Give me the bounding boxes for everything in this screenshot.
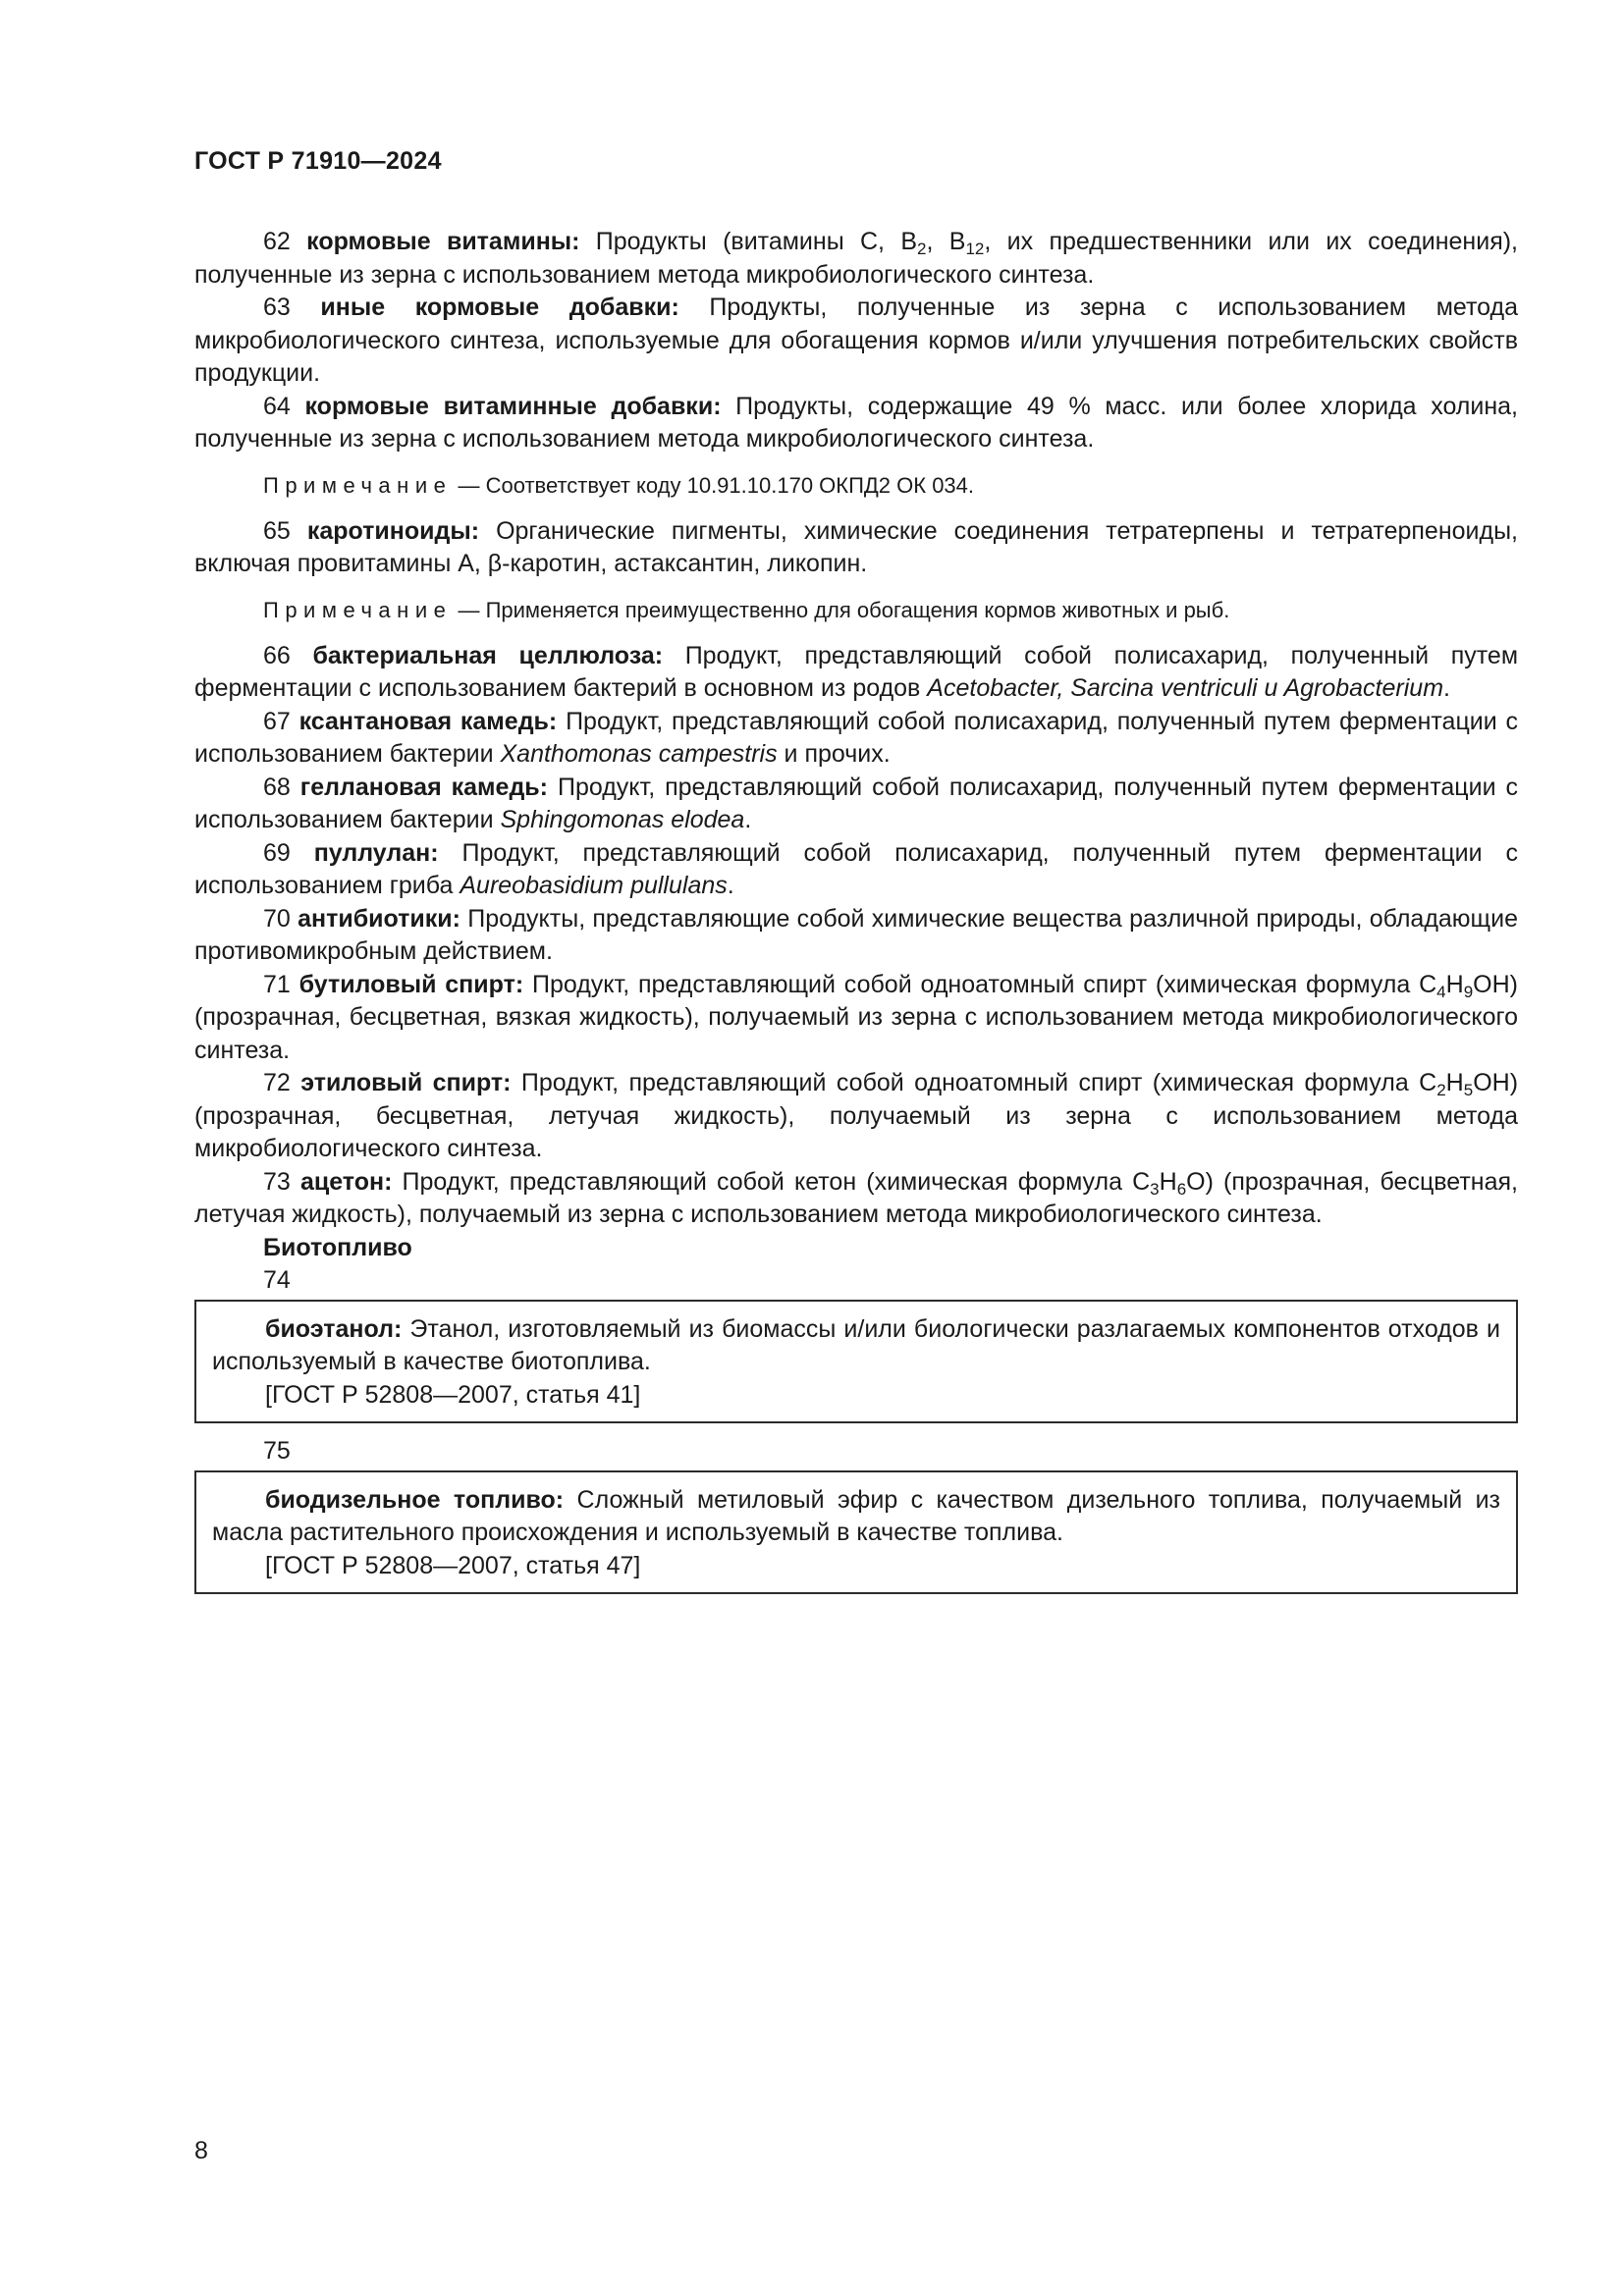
entry-text: Н — [1445, 970, 1464, 998]
entry-text: . — [1443, 674, 1450, 702]
entry-number: 62 — [263, 228, 291, 255]
source-reference: [ГОСТ Р 52808—2007, статья 47] — [265, 1551, 641, 1579]
entry-text: Продукты, представляющие собой химические вещества различной природы, обладающие противомикробным действием. — [194, 904, 1518, 965]
subscript: 4 — [1436, 982, 1446, 1001]
entry-text: Продукт, представляющий собой полисахарид, полученный путем ферментации с использованием бактерий в основном из родов — [194, 641, 1519, 702]
entry-term: антибиотики: — [298, 904, 460, 933]
species-name: Sphingomonas elodea — [500, 806, 745, 833]
note-2 — [263, 596, 1518, 625]
entry-text: Продукт, представляющий собой кетон (химическая формула С — [392, 1167, 1151, 1196]
entry-term: ацетон: — [299, 1167, 393, 1196]
entry-text: О) (прозрачная, бесцветная, летучая жидкость), получаемый из зерна с использованием метода микробиологического синтеза. — [194, 1167, 1518, 1228]
entry-text: Продукты, полученные из зерна с использованием метода микробиологического синтеза, используемые для обогащения кормов и/или улучшения потребительских свойств продукции. — [194, 294, 1518, 387]
entry-text: Н — [1159, 1167, 1177, 1196]
entry-number: 63 — [263, 294, 291, 321]
entry-number: 67 — [263, 707, 291, 735]
entry-text: Сложный метиловый эфир с качеством дизельного топлива, получаемый из масла растительного происхождения и используемый в качестве топлива. — [212, 1485, 1500, 1546]
entry-number: 70 — [263, 904, 291, 933]
note-label: Примечание — [263, 597, 453, 622]
entry-74-number: 74 — [263, 1266, 291, 1294]
entry-number: 69 — [263, 838, 291, 867]
entry-text: Этанол, изготовляемый из биомассы и/или биологически разлагаемых компонентов отходов и используемый в качестве биотоплива. — [212, 1314, 1500, 1375]
entry-term: биодизельное топливо: — [265, 1485, 565, 1514]
entry-72 — [194, 1067, 1518, 1166]
entry-75-number: 75 — [263, 1437, 291, 1465]
entry-text: Продукт, представляющий собой одноатомный спирт (химическая формула С — [511, 1069, 1437, 1096]
note-label: Примечание — [263, 472, 453, 498]
entry-number: 72 — [263, 1069, 291, 1096]
page-number: 8 — [194, 2137, 208, 2164]
entry-text: Продукты, содержащие 49 % масс. или более хлорида холина, полученные из зерна с использованием метода микробиологического синтеза. — [194, 392, 1519, 453]
entry-75 — [212, 1484, 1500, 1550]
entry-number: 66 — [263, 641, 291, 669]
entry-text: ОН) (прозрачная, бесцветная, летучая жидкость), получаемый из зерна с использованием метода микробиологического синтеза. — [194, 1069, 1519, 1162]
entry-term: этиловый спирт: — [300, 1069, 512, 1096]
entry-term: каротиноиды: — [306, 516, 480, 545]
entry-number: 64 — [263, 392, 291, 420]
subscript: 2 — [917, 240, 927, 258]
entry-number: 68 — [263, 773, 291, 801]
subscript: 2 — [1436, 1081, 1446, 1099]
entry-text: Продукты (витамины С, В — [579, 228, 918, 255]
entry-66 — [194, 640, 1518, 706]
subscript: 3 — [1150, 1179, 1160, 1199]
entry-70 — [194, 903, 1518, 969]
entry-74 — [212, 1313, 1500, 1379]
entry-71 — [194, 969, 1518, 1068]
entry-text: Продукт, представляющий собой полисахарид, полученный путем ферментации с использованием бактерии — [194, 707, 1518, 768]
entry-64 — [194, 391, 1518, 456]
species-name: Aureobasidium pullulans — [460, 872, 728, 899]
entry-63 — [194, 292, 1518, 391]
subscript: 12 — [965, 240, 985, 258]
note-text: — Соответствует коду 10.91.10.170 ОКПД2 ОК 034. — [452, 472, 975, 498]
note-1 — [263, 471, 1518, 501]
entry-74-box — [194, 1300, 1518, 1424]
subscript: 5 — [1463, 1081, 1474, 1099]
entry-text: и прочих. — [777, 740, 891, 768]
subscript: 6 — [1176, 1179, 1187, 1199]
entry-text: . — [744, 806, 752, 833]
document-header: ГОСТ Р 71910—2024 — [194, 147, 442, 175]
entry-text: Продукт, представляющий собой полисахарид, полученный путем ферментации с использованием бактерии — [194, 773, 1518, 833]
species-name: Acetobacter, Sarcina ventriculi u Agrobacterium — [927, 674, 1444, 702]
entry-term: бактериальная целлюлоза: — [312, 641, 664, 669]
entry-text: Продукт, представляющий собой одноатомный спирт (химическая формула С — [523, 970, 1437, 998]
entry-term: геллановая камедь: — [299, 773, 549, 801]
entry-67 — [194, 706, 1518, 772]
entry-term: бутиловый спирт: — [298, 970, 524, 998]
subscript: 9 — [1463, 982, 1474, 1001]
entry-text: , их предшественники или их соединения), полученные из зерна с использованием метода микробиологического синтеза. — [194, 228, 1519, 289]
entry-term: пуллулан: — [313, 838, 439, 867]
entry-text: Органические пигменты, химические соединения тетратерпены и тетратерпеноиды, включая провитамины А, β-каротин, астаксантин, ликопин. — [194, 516, 1518, 577]
entry-term: иные кормовые добавки: — [320, 294, 679, 321]
entry-term: биоэтанол: — [265, 1314, 403, 1343]
entry-number: 65 — [263, 516, 291, 545]
entry-text: . — [727, 872, 734, 899]
entry-69 — [194, 837, 1518, 903]
entry-number: 71 — [263, 970, 291, 998]
note-text: — Применяется преимущественно для обогащения кормов животных и рыб. — [452, 597, 1230, 622]
entry-62 — [194, 226, 1518, 292]
entry-text: , В — [926, 228, 966, 255]
entry-65 — [194, 515, 1518, 581]
entry-73 — [194, 1166, 1518, 1232]
entry-text: Продукт, представляющий собой полисахарид, полученный путем ферментации с использованием гриба — [194, 838, 1518, 899]
entry-number: 73 — [263, 1167, 291, 1196]
species-name: Xanthomonas campestris — [500, 740, 778, 768]
source-reference: [ГОСТ Р 52808—2007, статья 41] — [265, 1380, 641, 1409]
section-heading: Биотопливо — [263, 1233, 412, 1261]
entry-text: Н — [1445, 1069, 1464, 1096]
document-body — [194, 226, 1518, 1606]
entry-75-box — [194, 1470, 1518, 1595]
entry-term: кормовые витаминные добавки: — [304, 392, 722, 420]
entry-68 — [194, 772, 1518, 837]
entry-term: ксантановая камедь: — [298, 707, 558, 735]
entry-term: кормовые витамины: — [306, 228, 580, 255]
entry-text: ОН) (прозрачная, бесцветная, вязкая жидкость), получаемый из зерна с использованием метода микробиологического синтеза. — [194, 970, 1518, 1064]
